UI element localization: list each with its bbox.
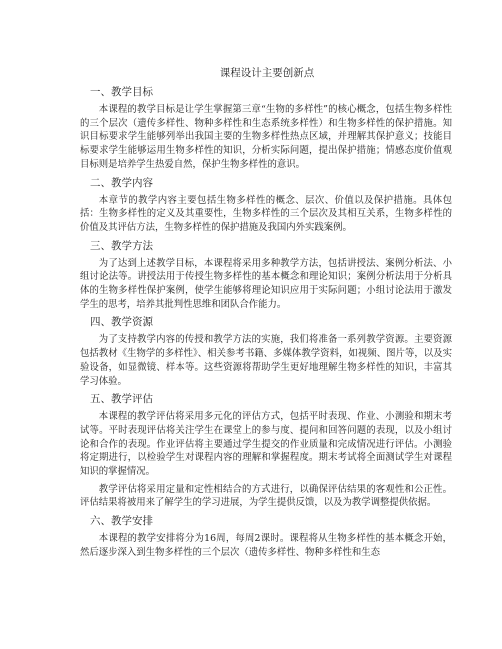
section-heading: 四、教学资源	[90, 316, 153, 329]
paragraph: 为了达到上述教学目标，本课程将采用多种教学方法，包括讲授法、案例分析法、小组讨论法等。讲授法用于传授生物多样性的基本概念和理论知识；案例分析法用于分析具体的生物多样性保护案例，使学生能够将理论知识应用于实际问题；小组讨论法用于激发学生的思考，培养其批判性思维和团队合作能力。	[80, 257, 452, 310]
section-methods	[80, 239, 452, 312]
document-title: 课程设计主要创新点	[219, 67, 315, 79]
section-heading: 一、教学目标	[90, 86, 153, 98]
paragraph: 为了支持教学内容的传授和教学方法的实施，我们将准备一系列教学资源。主要资源包括教材《生物学的多样性》、相关参考书籍、多媒体教学资料，如视频、图片等，以及实验设备，如显微镜、样本等。这些资源将帮助学生更好地理解生物多样性的知识，丰富其学习体验。	[80, 334, 452, 387]
paragraph: 本课程的教学目标是让学生掌握第三章“生物的多样性”的核心概念，包括生物多样性的三个层次（遗传多样性、物种多样性和生态系统多样性）和生物多样性的保护措施。知识目标要求学生能够列举出我国主要的生物多样性热点区域，并理解其保护意义；技能目标要求学生能够运用生物多样性的知识，分析实际问题，提出保护措施；情感态度价值观目标则是培养学生热爱自然，保护生物多样性的意识。	[80, 104, 452, 170]
section-schedule	[80, 514, 452, 559]
section-assessment	[80, 392, 452, 510]
section-resources	[80, 315, 452, 388]
section-heading: 五、教学评估	[90, 393, 153, 406]
paragraph: 本课程的教学评估将采用多元化的评估方式，包括平时表现、作业、小测验和期末考试等。平时表现评估将关注学生在课堂上的参与度、提问和回答问题的表现，以及小组讨论和合作的表现。作业评估将主要通过学生提交的作业质量和完成情况进行评估。小测验将定期进行，以检验学生对课程内容的理解和掌握程度。期末考试将全面测试学生对课程知识的掌握情况。	[80, 411, 452, 478]
paragraph: 教学评估将采用定量和定性相结合的方式进行，以确保评估结果的客观性和公正性。评估结果将被用来了解学生的学习进展，为学生提供反馈，以及为教学调整提供依据。	[80, 483, 452, 509]
section-heading: 三、教学方法	[90, 239, 153, 252]
paragraph: 本课程的教学安排将分为16周，每周2课时。课程将从生物多样性的基本概念开始，然后逐步深入到生物多样性的三个层次（遗传多样性、物种多样性和生态	[80, 533, 452, 558]
section-heading: 六、教学安排	[90, 515, 153, 528]
section-objectives	[80, 85, 452, 172]
section-content	[80, 176, 452, 235]
section-heading: 二、教学内容	[90, 176, 153, 189]
paragraph: 本章节的教学内容主要包括生物多样性的概念、层次、价值以及保护措施。具体包括：生物多样性的定义及其重要性，生物多样性的三个层次及其相互关系，生物多样性的价值及其评估方法，生物多样性的保护措施及我国内外实践案例。	[80, 194, 452, 233]
